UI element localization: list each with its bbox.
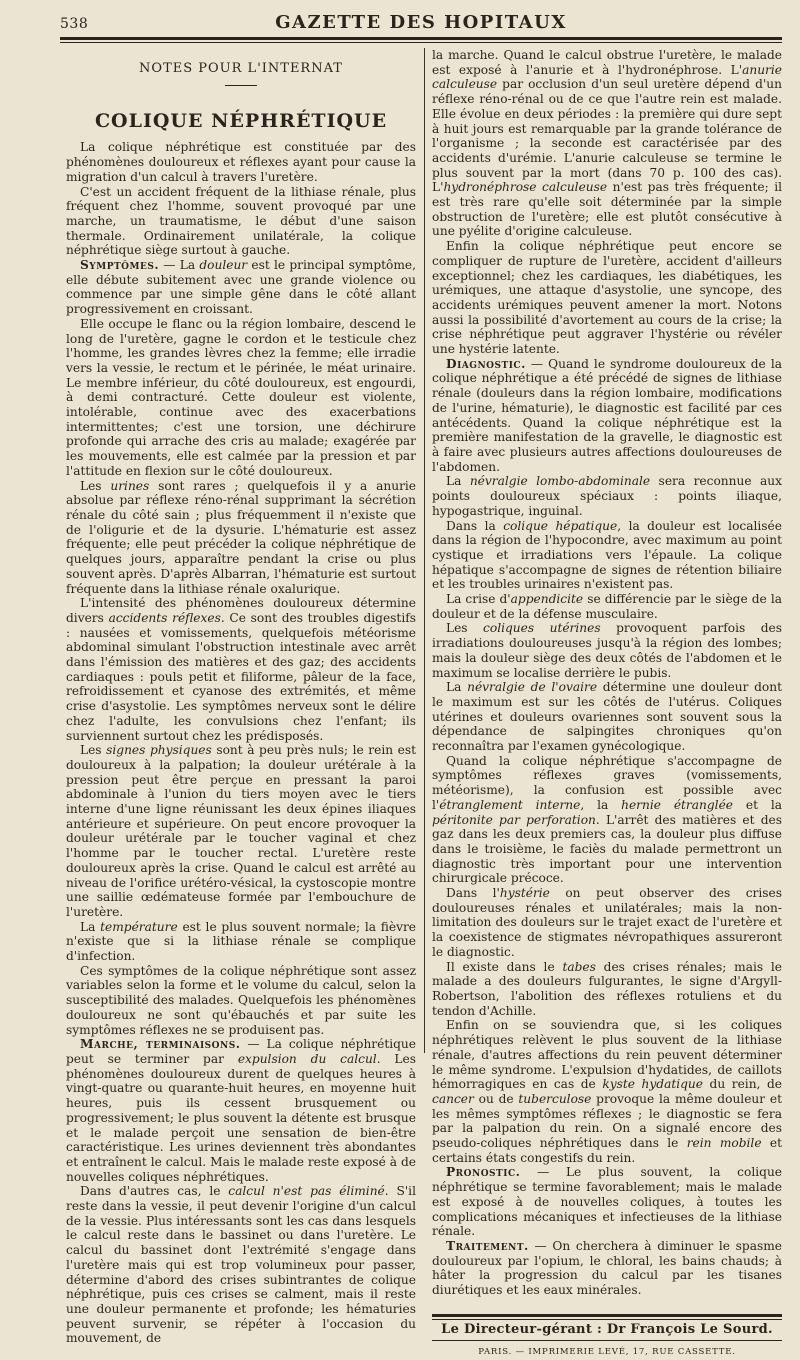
paragraph [432, 357, 782, 475]
text-run: Les [446, 621, 484, 636]
paragraph [432, 1165, 782, 1239]
italic-term: cancer [432, 1091, 474, 1106]
text-run: des crises rénales; mais le malade a des douleurs fulgurantes, le signe d'Argyll-Robertson, l'abolition des réflexes rotuliens et du tendon d'Achille. [432, 959, 782, 1018]
header-rule-thick [60, 37, 782, 40]
text-run: La [80, 919, 101, 934]
paragraph [432, 754, 782, 886]
italic-term: urines [110, 478, 150, 493]
italic-term: douleur [199, 258, 248, 273]
italic-term: rein mobile [686, 1136, 762, 1151]
paragraph: Ces symptômes de la colique néphrétique sont assez variables selon la forme et le volume du calcul, selon la susceptibilité des malades. Quelquefois les phénomènes douloureux ne sont qu'ébauchés et par suite les symptômes réflexes ne se produisent pas. [66, 963, 416, 1037]
footer-rule-thin-lower [432, 1340, 782, 1341]
heading-symptomes: Symptômes. [80, 258, 160, 273]
header-rule-thin [60, 42, 782, 43]
italic-term: étranglement interne [439, 797, 581, 812]
italic-term: kyste hydatique [602, 1077, 703, 1092]
paragraph: C'est un accident fréquent de la lithiase rénale, plus fréquent chez l'homme, souvent provoqué par une marche, un traumatisme, le début d'une saison thermale. Ordinairement unilatérale, la colique néphrétique siège surtout à gauche. [66, 184, 416, 258]
footer-director: Le Directeur-gérant : Dr François Le Sourd. [441, 1321, 773, 1337]
paragraph [432, 519, 782, 593]
footer-rule-thin [432, 1319, 782, 1320]
text-run: — Quand le syndrome douloureux de la colique néphrétique a été précédé de signes de lithiase rénale (douleurs dans la région lombaire, modifications de l'urine, hématurie), le diagnostic est facilité par ces antécédents. Quand la colique néphrétique est la première manifestation de la gravelle, le diagnostic est à faire avec plusieurs autres affections douloureuses de l'abdomen. [432, 356, 782, 474]
text-run: — On cherchera à diminuer le spasme douloureux par l'opium, le chloral, les bains chauds; à hâter la progression du calcul par les tisanes diurétiques et les eaux minérales. [432, 1238, 782, 1298]
paragraph: Enfin la colique néphrétique peut encore se compliquer de rupture de l'uretère, accident d'ailleurs exceptionnel; chez les cardiaques, les diabétiques, les urémiques, une attaque d'asystolie, une syncope, des accidents urémiques peuvent amener la mort. Notons aussi la possibilité d'avortement au cours de la crise; la crise néphrétique peut aggraver l'hystérie ou révéler une hystérie latente. [432, 239, 782, 357]
left-column [66, 48, 416, 1346]
text-run: , la [580, 797, 622, 812]
paragraph: Elle occupe le flanc ou la région lombaire, descend le long de l'uretère, gagne le cordon et le testicule chez l'homme, les grandes lèvres chez la femme; elle irradie vers la vessie, le rectum et le périnée, le méat urinaire. Le membre inférieur, du côté douloureux, est engourdi, à demi contracturé. Cette douleur est violente, intolérable, continue avec des exacerbations intermittentes; c'est une torsion, une déchirure profonde qui arrache des cris au malade; exagérée par les mouvements, elle est calmée par la pression et par l'attitude en flexion sur le côté douloureux. [66, 316, 416, 478]
italic-term: hydronéphrose calculeuse [443, 180, 608, 195]
paragraph [432, 1018, 782, 1165]
italic-term: tabes [562, 959, 596, 974]
paragraph [432, 1239, 782, 1298]
text-run: , la douleur est localisée dans la région de l'hypocondre, avec maximum au point cystique et irradiations vers l'épaule. La colique hépatique s'accompagne de signes de rétention biliaire et les troubles urinaires n'existent pas. [432, 518, 782, 592]
paragraph: La colique néphrétique est constituée par des phénomènes douloureux et réflexes ayant pour cause la migration d'un calcul à travers l'uretère. [66, 140, 416, 184]
paragraph [66, 479, 416, 597]
text-run: Les [80, 743, 107, 758]
paragraph [432, 960, 782, 1019]
footer-printer: PARIS. — IMPRIMERIE LEVÉ, 17, RUE CASSETTE. [478, 1347, 736, 1358]
italic-term: appendicite [510, 592, 584, 607]
page-number: 538 [60, 16, 89, 32]
text-run: sont rares ; quelquefois il y a anurie absolue par réflexe réno-rénal supprimant la sécrétion rénale du côté sain ; plus fréquemment il n'existe que de l'oligurie et de la dysurie. L'hématurie est assez fréquente; elle peut précéder la colique néphrétique de quelques jours, apparaître pendant la crise ou plus souvent après. D'après Albarran, l'hématurie est surtout fréquente dans la lithiase rénale oxalurique. [66, 478, 417, 596]
text-run: . Ce sont des troubles digestifs : nausées et vomissements, quelquefois météorisme abdominal simulant l'obstruction intestinale avec arrêt dans l'émission des matières et des gaz; des accidents cardiaques : pouls petit et filiforme, pâleur de la face, refroidissement et cyanose des extrémités, et même crise d'asystolie. Les symptômes nerveux sont le délire chez l'adulte, les convulsions chez l'enfant; ils surviennent surtout chez les prédisposés. [66, 610, 416, 743]
section-rule [225, 85, 257, 86]
italic-term: signes physiques [106, 743, 212, 758]
text-run: Les [80, 478, 111, 493]
text-run: est le principal symptôme, elle débute subitement avec une grande violence ou commence par une simple gêne dans le côté allant progressivement en croissant. [66, 258, 417, 317]
italic-term: coliques utérines [483, 621, 601, 636]
column-divider [424, 48, 425, 1053]
text-run: — Le plus souvent, la colique néphrétique se termine favorablement; mais le malade est exposé à de nouvelles coliques, à toutes les complications mécaniques et infectieuses de la lithiase rénale. [432, 1165, 782, 1239]
text-run: La [446, 680, 468, 695]
right-column [432, 48, 782, 1360]
text-run: provoquent parfois des irradiations douloureuses jusqu'à la région des lombes; mais la douleur siège des deux côtés de l'abdomen et le maximum se localise derrière le pubis. [432, 621, 783, 680]
italic-term: température [100, 919, 178, 934]
text-run: Quand la colique néphrétique s'accompagne de symptômes réflexes graves (vomissements, météorisme), la confusion est possible avec l' [432, 753, 782, 812]
text-run: se différencie par le siège de la douleur et de la défense musculaire. [432, 592, 782, 621]
text-run: Dans l' [446, 886, 500, 901]
paragraph [66, 1184, 416, 1346]
text-run: L'intensité des phénomènes douloureux détermine divers [66, 596, 416, 625]
italic-term: péritonite par perforation [432, 812, 596, 827]
paragraph [432, 474, 782, 518]
italic-term: colique hépatique [503, 518, 618, 533]
paragraph [66, 258, 416, 317]
text-run: Enfin on se souviendra que, si les coliques néphrétiques relèvent le plus souvent de la lithiase rénale, d'autres affections du rein peuvent déterminer le même syndrome. L'expulsion d'hydatides, de caillots hémorragiques en cas de [432, 1018, 782, 1092]
italic-term: calcul n'est pas éliminé [228, 1184, 385, 1199]
text-run: on peut observer des crises douloureuses rénales et unilatérales; mais la non-limitation des douleurs sur le trajet exact de l'uretère et la coexistence de stigmates névropathiques assureront le diagnostic. [432, 886, 782, 959]
paragraph [432, 886, 782, 960]
text-run: est le plus souvent normale; la fièvre n'existe que si la lithiase rénale se complique d'infection. [66, 919, 417, 964]
paragraph [66, 596, 416, 743]
text-run: la marche. Quand le calcul obstrue l'uretère, le malade est exposé à l'anurie et à l'hydronéphrose. L' [432, 48, 782, 77]
text-run: — La colique néphrétique peut se terminer par [66, 1037, 416, 1066]
text-run: sera reconnue aux points douloureux spéciaux : points iliaque, hypogastrique, inguinal. [432, 474, 782, 518]
heading-diagnostic: Diagnostic. [446, 356, 526, 371]
text-run: ou de [473, 1091, 519, 1106]
italic-term: accidents réflexes [108, 610, 221, 625]
heading-pronostic: Pronostic. [446, 1165, 521, 1180]
paragraph [432, 621, 782, 680]
text-run: . S'il reste dans la vessie, il peut devenir l'origine d'un calcul de la vessie. Plus intéressants sont les cas dans lesquels le calcul reste dans le bassinet ou dans l'uretère. Le calcul du bassinet dont l'extrémité s'engage dans l'uretère mais qui est trop volumineux pour passer, détermine d'abord des crises subintrantes de colique néphrétique, puis ces crises se calment, mais il reste une douleur permanente et profonde; les hématuries peuvent survenir, se répéter à l'occasion du mouvement, de [66, 1184, 416, 1346]
italic-term: anurie calculeuse [432, 62, 782, 92]
heading-traitement: Traitement. [446, 1238, 529, 1253]
paragraph [432, 680, 782, 754]
text-run: — La [159, 258, 200, 273]
italic-term: névralgie lombo-abdominale [469, 474, 651, 489]
paragraph [432, 48, 782, 239]
text-run: sont à peu près nuls; le rein est douloureux à la palpation; la douleur urétérale à la pression peut être perçue en pressant la paroi abdominale à l'union du tiers moyen avec le tiers interne d'une ligne réunissant les deux épines iliaques antérieure et supérieure. On peut encore provoquer la douleur urétérale par le toucher vaginal et chez l'homme par le toucher rectal. L'uretère reste douloureux après la crise. Quand le calcul est arrêté au niveau de l'orifice urétéro-vésical, la cystoscopie montre une saillie œdémateuse formée par l'embouchure de l'uretère. [66, 743, 417, 919]
paragraph [432, 592, 782, 621]
text-run: Dans d'autres cas, le [80, 1184, 229, 1199]
text-run: Il existe dans le [446, 959, 563, 974]
italic-term: hystérie [499, 886, 550, 901]
text-run: et certains états congestifs du rein. [432, 1136, 782, 1165]
paragraph [66, 1037, 416, 1184]
paragraph [66, 920, 416, 964]
text-run: du rein, de [703, 1077, 782, 1092]
text-run: et la [733, 797, 782, 812]
journal-title: GAZETTE DES HOPITAUX [275, 12, 567, 33]
italic-term: expulsion du calcul [237, 1052, 377, 1066]
text-run: La [446, 474, 470, 489]
section-label: NOTES POUR L'INTERNAT [139, 61, 343, 76]
text-run: par occlusion d'un seul uretère dépend d'un réflexe réno-rénal ou de ce que l'autre rein est malade. Elle évolue en deux périodes : la première qui dure sept à huit jours est remarquable par la grande tolérance de l'organisme ; la seconde est caractérisée par des accidents d'urémie. L'anurie calculeuse se termine le plus souvent par la mort (dans 70 p. 100 des cas). L' [432, 77, 782, 195]
text-run: La crise d' [446, 592, 511, 607]
footer-rule-thick [432, 1314, 782, 1317]
italic-term: tuberculose [518, 1091, 592, 1106]
text-run: Dans la [446, 518, 504, 533]
italic-term: névralgie de l'ovaire [467, 680, 598, 695]
article-title: COLIQUE NÉPHRÉTIQUE [94, 109, 388, 132]
italic-term: hernie étranglée [621, 797, 733, 812]
page-header [60, 10, 782, 36]
text-run: provoque la même douleur et les mêmes symptômes réflexes ; le diagnostic se fera par la palpation du rein. On a signalé encore des pseudo-coliques néphrétiques dans le [432, 1091, 782, 1151]
text-run: détermine une douleur dont le maximum est sur les côtés de l'utérus. Coliques utérines et douleurs ovariennes sont souvent sous la dépendance de salpingites chroniques qu'on reconnaîtra par l'examen gynécologique. [432, 680, 782, 754]
paragraph [66, 743, 416, 919]
heading-marche: Marche, terminaisons. [80, 1037, 241, 1052]
text-run: . Les phénomènes douloureux durent de quelques heures à vingt-quatre ou quarante-huit heures, en moyenne huit heures, puis ils cessent brusquement ou progressivement; le plus souvent la détente est brusque et le malade perçoit une sensation de bien-être caractéristique. Les urines deviennent très abondantes et entraînent le calcul. Mais le malade reste exposé à de nouvelles coliques néphrétiques. [66, 1052, 416, 1184]
text-run: . L'arrêt des matières et des gaz dans les deux premiers cas, la douleur plus diffuse dans le troisième, le faciès du malade permettront un diagnostic très important pour une intervention chirurgicale précoce. [432, 812, 782, 886]
text-run: n'est pas très fréquente; il est très rare qu'elle soit déterminée par la simple obstruction de l'uretère; elle est plutôt consécutive à une pyélite d'origine calculeuse. [432, 180, 782, 239]
